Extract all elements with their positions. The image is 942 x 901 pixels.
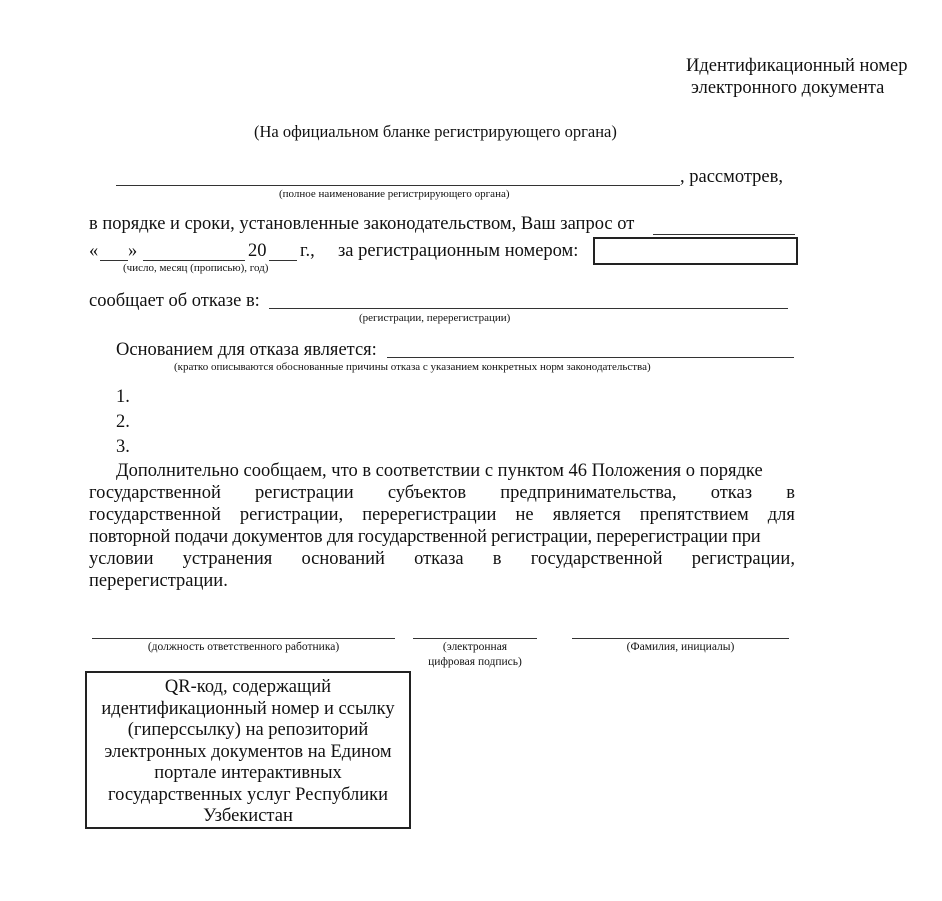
position-hint: (должность ответственного работника) [147,641,340,653]
qr-code-placeholder: QR-код, содержащий идентификационный номер и ссылку (гиперссылку) на репозиторий электронных документов на Едином портале интерактивных государственных услуг Республики Узбекистан [85,671,411,829]
basis-field[interactable] [387,357,794,358]
org-name-hint: (полное наименование регистрирующего органа) [279,188,510,200]
body-line-1: Дополнительно сообщаем, что в соответствии с пунктом 46 Положения о порядке [116,461,763,481]
document-id-label-line1: Идентификационный номер [686,56,908,76]
year-prefix: 20 [248,241,267,261]
date-year-field[interactable] [269,260,297,261]
date-hint: (число, месяц (прописью), год) [123,262,269,274]
position-field[interactable] [92,638,395,639]
letterhead-note: (На официальном бланке регистрирующего органа) [254,122,617,141]
body-line-5: условии устранения оснований отказа в государственной регистрации, [89,549,795,569]
basis-label: Основанием для отказа является: [116,340,377,360]
request-text: в порядке и сроки, установленные законодательством, Ваш запрос от [89,214,635,234]
esign-field[interactable] [413,638,537,639]
name-field[interactable] [572,638,789,639]
body-line-6: перерегистрации. [89,571,228,591]
esign-hint: (электронная цифровая подпись) [428,641,522,668]
refusal-type-field[interactable] [269,308,788,309]
date-month-field[interactable] [143,260,245,261]
refusal-label: сообщает об отказе в: [89,291,260,311]
body-line-3: государственной регистрации, перерегистрации не является препятствием для [89,505,795,525]
refusal-type-hint: (регистрации, перерегистрации) [359,312,511,324]
reg-number-box[interactable] [593,237,798,265]
date-day-field[interactable] [100,260,128,261]
body-line-4: повторной подачи документов для государственной регистрации, перерегистрации при [89,527,761,547]
reason-item-2: 2. [116,412,130,432]
reason-item-3: 3. [116,437,130,457]
basis-hint: (кратко описываются обоснованные причины отказа с указанием конкретных норм законодательства) [174,361,651,373]
year-suffix: г., [300,241,315,261]
date-open-quote: « [89,241,99,261]
reviewed-text: , рассмотрев, [680,167,783,187]
date-close-quote: » [128,241,138,261]
org-name-field[interactable] [116,185,680,186]
body-line-2: государственной регистрации субъектов предпринимательства, отказ в [89,483,795,503]
request-from-field[interactable] [653,234,795,235]
reason-item-1: 1. [116,387,130,407]
reg-number-label: за регистрационным номером: [338,241,579,261]
document-id-label-line2: электронного документа [691,78,885,98]
name-hint: (Фамилия, инициалы) [626,641,735,653]
